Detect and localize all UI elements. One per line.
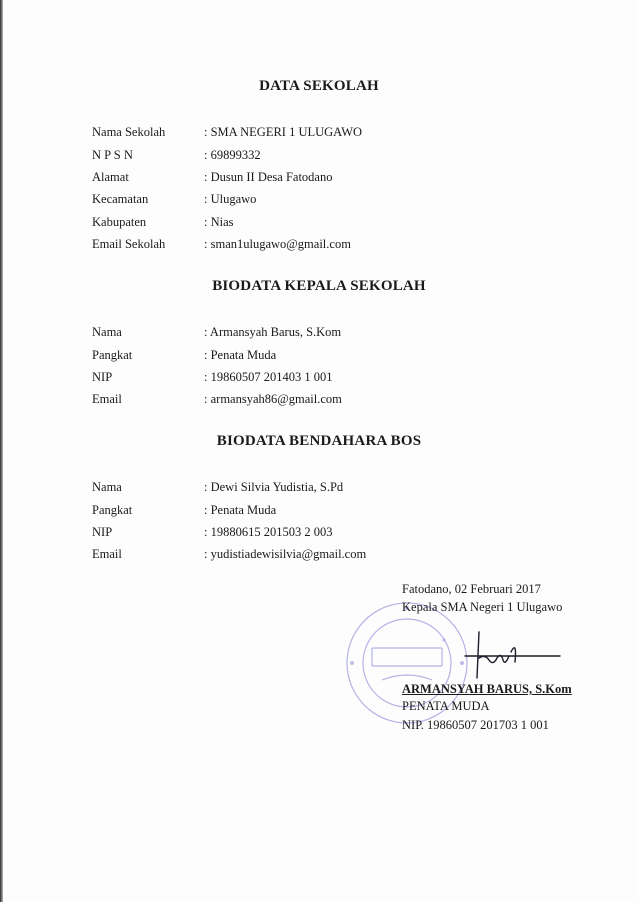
field-label: NIP (92, 525, 113, 539)
field-row (92, 478, 592, 496)
field-label: Pangkat (92, 348, 133, 362)
handwritten-signature (455, 622, 565, 682)
field-label: Nama Sekolah (92, 125, 166, 139)
field-row (92, 501, 592, 519)
field-label: NIP (92, 370, 113, 384)
field-value: : 69899332 (204, 146, 261, 164)
field-row (92, 368, 592, 386)
signature-position: Kepala SMA Negeri 1 Ulugawo (402, 600, 563, 614)
heading-kepala-sekolah: BIODATA KEPALA SEKOLAH (212, 278, 426, 294)
field-row (92, 346, 592, 364)
heading-bendahara-bos: BIODATA BENDAHARA BOS (216, 433, 422, 449)
field-value: : Armansyah Barus, S.Kom (204, 323, 341, 341)
field-value: : Nias (204, 213, 234, 231)
field-label: Email Sekolah (92, 237, 166, 251)
heading-data-sekolah: DATA SEKOLAH (259, 78, 379, 94)
field-label: Nama (92, 480, 122, 494)
page-edge-shadow (0, 0, 3, 902)
field-label: Email (92, 547, 122, 561)
signatory-rank: PENATA MUDA (402, 699, 490, 713)
field-label: Email (92, 392, 122, 406)
field-row (92, 523, 592, 541)
field-value: : Penata Muda (204, 346, 276, 364)
field-value: : 19860507 201403 1 001 (204, 368, 332, 386)
field-value: : Penata Muda (204, 501, 276, 519)
field-row (92, 545, 592, 563)
field-label: Nama (92, 325, 122, 339)
field-row (92, 390, 592, 408)
field-row (92, 235, 592, 253)
field-row (92, 146, 592, 164)
field-value: : yudistiadewisilvia@gmail.com (204, 545, 366, 563)
field-label: Pangkat (92, 503, 133, 517)
field-value: : SMA NEGERI 1 ULUGAWO (204, 123, 362, 141)
field-row (92, 213, 592, 231)
field-label: Kecamatan (92, 192, 149, 206)
field-value: : 19880615 201503 2 003 (204, 523, 332, 541)
field-label: Kabupaten (92, 215, 147, 229)
field-row (92, 123, 592, 141)
signatory-name: ARMANSYAH BARUS, S.Kom (402, 682, 572, 696)
field-value: : sman1ulugawo@gmail.com (204, 235, 351, 253)
field-value: : Dewi Silvia Yudistia, S.Pd (204, 478, 343, 496)
signatory-nip: NIP. 19860507 201703 1 001 (402, 718, 549, 732)
field-row (92, 323, 592, 341)
field-row (92, 190, 592, 208)
field-value: : Ulugawo (204, 190, 256, 208)
field-value: : armansyah86@gmail.com (204, 390, 342, 408)
field-label: Alamat (92, 170, 129, 184)
field-value: : Dusun II Desa Fatodano (204, 168, 332, 186)
signature-place-date: Fatodano, 02 Februari 2017 (402, 582, 541, 596)
field-row (92, 168, 592, 186)
field-label: N P S N (92, 148, 133, 162)
